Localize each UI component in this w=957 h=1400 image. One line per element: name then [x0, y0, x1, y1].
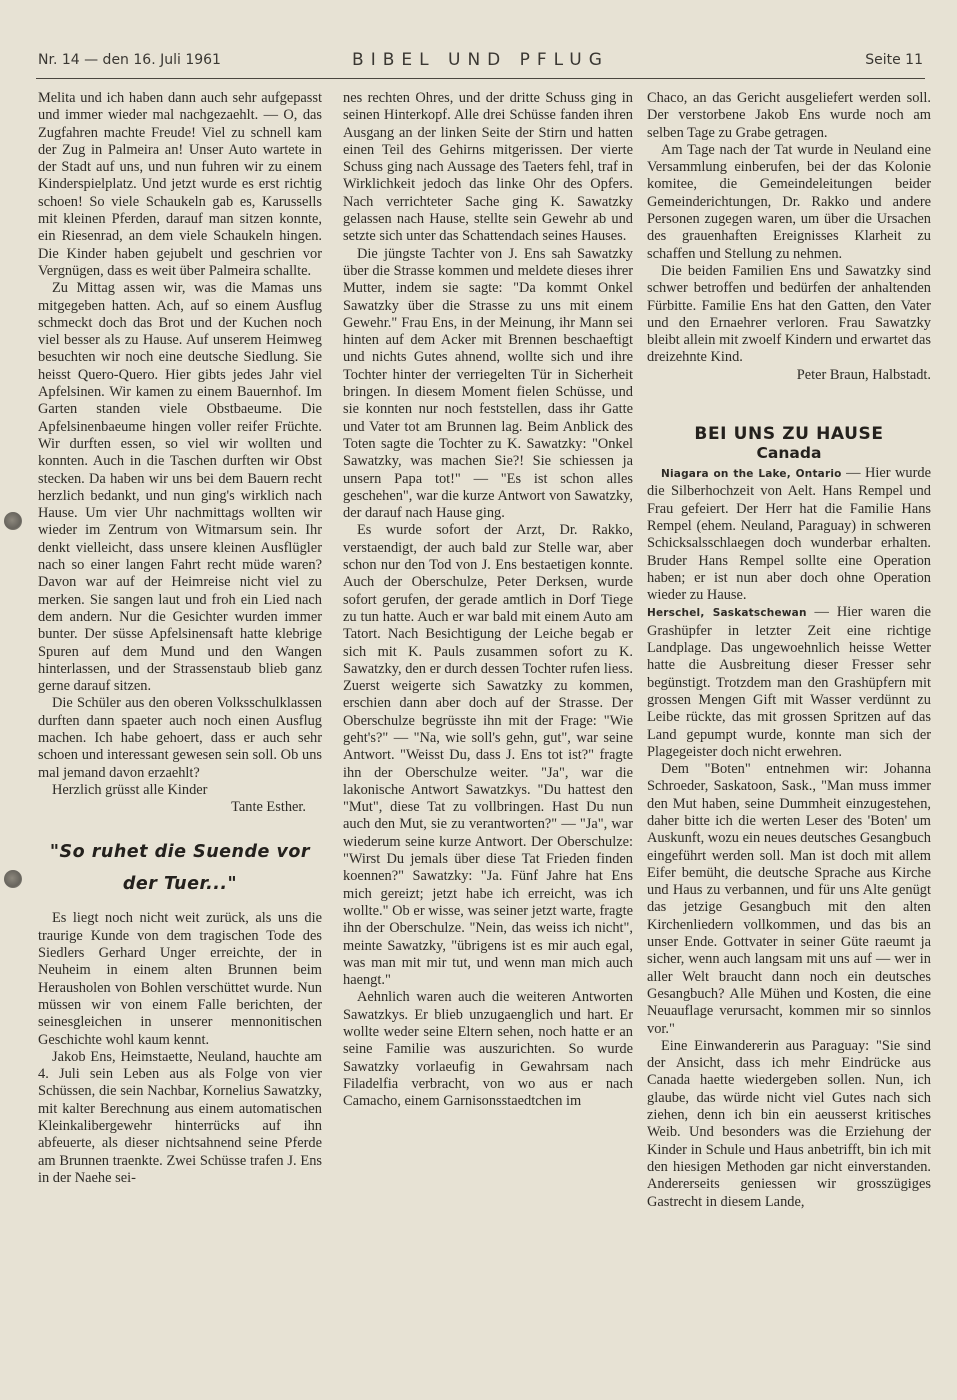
- paragraph: Die beiden Familien Ens und Sawatzky sind schwer betroffen und bedürfen der anhaltenden Fürbitte. Familie Ens hat den Gatten, den Vater und den Ernaehrer verloren. Frau Sawatzky bleibt allein mit zwoelf Kindern und erwartet das dreizehnte Kind.: [647, 262, 931, 366]
- news-item: [647, 604, 931, 761]
- paragraph: Zu Mittag assen wir, was die Mamas uns mitgegeben hatten. Ach, auf so einem Ausflug schmeckt doch das Brot und der Kuchen noch viel besser als zu Hause. Auf unserem Heimweg besuchten wir noch eine deutsche Siedlung. Sie heisst Quero-Quero. Hier gibts jedes Jahr viel Apfelsinen. Wir kamen zu einem Bauernhof. Im Garten standen viele Obstbaeume. Die Apfelsinenbaeume hingen voller reifer Früchte. Wir durften essen, so viel wir wollten und konnten. Auch in die Taschen durften wir Obst stecken. Da haben wir uns bei dem Bauern recht herzlich bedankt, und nun ging's wirklich nach Hause. Um vier Uhr nachmittags wollten wir wieder im Zentrum von Witmarsum sein. Ihr denkt vielleicht, dass unsere kleinen Ausflügler nach so einer langen Fahrt recht müde waren? Davon war auf der Heimreise nicht viel zu merken. Sie sangen laut und froh ein Lied nach dem andern. Nur die Gesichter wurden immer bunter. Der süsse Apfelsinensaft hatte klebrige Spuren auf dem Mund und den Wangen hinterlassen, und der Strassenstaub blieb ganz gerne darauf sitzen.: [38, 280, 322, 695]
- paragraph: Es liegt noch nicht weit zurück, als uns die traurige Kunde von dem tragischen Tode des Siedlers Gerhard Unger erreichte, der in Neuheim in einem alten Brunnen beim Herausholen von Bohlen verschüttet wurde. Nun müssen wir von einem Falle berichten, der seinesgleichen in unserer mennonitischen Geschichte wohl kaum kennt.: [38, 910, 322, 1048]
- page-number: Seite 11: [865, 52, 923, 68]
- signature: Tante Esther.: [231, 799, 306, 816]
- greeting: Herzlich grüsst alle Kinder: [52, 781, 208, 798]
- signature: Peter Braun, Halbstadt.: [796, 366, 931, 383]
- dateline: Herschel, Saskatschewan: [647, 607, 807, 620]
- paragraph: Melita und ich haben dann auch sehr aufgepasst und immer wieder mal nachgezaehlt. — O, das Zugfahren machte Freude! Viel zu schnell kam der Zug in Palmeira an! Unser Auto wartete in der Stadt auf uns, und nun fuhren wir zu einem Kinderspielplatz. Und jetzt wurde es erst richtig schoen! So viele Schaukeln gab es, Karussells mit kleinen Pferden, darauf man sitzen konnte, ein Riesenrad, an dem viele Schaukeln hingen. Die Kinder haben gejubelt und geschrien vor Vergnügen, dass es weit über Palmeira schallte.: [38, 90, 322, 279]
- paragraph: Jakob Ens, Heimstaette, Neuland, hauchte am 4. Juli sein Leben aus als Folge von vier Schüssen, die sein Nachbar, Kornelius Sawatzky, mit kalter Berechnung aus einem automatischen Kleinkalibergewehr hinterrücks auf ihn abfeuerte, als dieser nichtsahnend seine Pferde am Brunnen traenkte. Zwei Schüsse trafen J. Ens in der Naehe sei-: [38, 1048, 322, 1186]
- column-1: [38, 90, 322, 1370]
- column-2: [343, 90, 633, 1370]
- paragraph: Eine Einwandererin aus Paraguay: "Sie sind der Ansicht, dass ich mehr Eindrücke aus Canada haette wiedergeben sollen. Nun, ich glaube, das würde nicht viel Gutes nach sich ziehen, denn ich bin ein aeusserst kritisches Weib. Und besonders was die Erziehung der Kinder in Schule und Haus anbetrifft, bin ich mit den hiesigen Methoden gar nicht einverstanden. Andererseits geniessen wir grosszügiges Gastrecht in diesem Lande,: [647, 1037, 931, 1210]
- news-text: — Hier waren die Grashüpfer in letzter Zeit eine richtige Landplage. Das ungewoehnlich heisse Wetter hatte die Ausbreitung dieser Fresser sehr begünstigt. Trotzdem man den Grashüpfern mit grossen Mengen Gift mit Wasser verdünnt zu Leibe rückte, das mit grossen Spritzen auf das Land gepumpt wurde, konnte man sich der Plagegeister doch nicht erwehren.: [647, 604, 931, 760]
- news-item: [647, 465, 931, 604]
- section-title: BEI UNS ZU HAUSE: [694, 424, 884, 445]
- paragraph: Die Schüler aus den oberen Volksschulklassen durften dann spaeter auch noch einen Ausflug machen. Ich habe gehoert, dass er auch sehr schoen und interessant gewesen sein soll. Ob uns mal jemand davon erzaehlt?: [38, 695, 322, 781]
- issue-date: Nr. 14 — den 16. Juli 1961: [38, 52, 221, 68]
- header-rule: [36, 78, 925, 79]
- punch-hole-mark: [4, 870, 22, 888]
- page-header: [38, 50, 923, 72]
- dateline: Niagara on the Lake, Ontario: [661, 468, 842, 481]
- paragraph: Chaco, an das Gericht ausgeliefert werden soll. Der verstorbene Jakob Ens wurde noch am selben Tage zu Grabe getragen.: [647, 90, 931, 141]
- paragraph: Dem "Boten" entnehmen wir: Johanna Schroeder, Saskatoon, Sask., "Man muss immer den Mut haben, seine Dummheit einzugestehen, daher bitte ich die werten Leser des 'Boten' um Auskunft, wozu ein neues deutsches Gesangbuch eingeführt werden soll. Man ist doch mit allem Eifer bemüht, die deutsche Sprache aus Kirche und Haus zu verbannen, und für uns Alte genügt das jetzige Gesangbuch mit den alten Kirchenliedern vollkommen, und das bis an unser Ende. Gottvater in seiner Güte raeumt ja sicher, wenn auch langsam mit uns auf — wer in aller Welt braucht dann noch ein deutsches Gesangbuch? Alle Mühen und Kosten, die eine Neuauflage verursacht, kommen mir so sinnlos vor.": [647, 761, 931, 1037]
- masthead-title: BIBEL UND PFLUG: [352, 50, 609, 70]
- article-title: "So ruhet die Suende vor der Tuer...": [49, 842, 311, 895]
- paragraph: Es wurde sofort der Arzt, Dr. Rakko, verstaendigt, der auch bald zur Stelle war, aber schon nur den Tod von J. Ens bestaetigen konnte. Auch der Oberschulze, Peter Derksen, wurde sofort gerufen, der gerade amtlich in Dorf Tiege zu tun hatte. Auch er war bald mit einem Auto am Tatort. Nach Besichtigung der Leiche begab er sich mit K. Pauls zusammen sofort zu K. Sawatzky, den er durch dessen Tochter rufen liess. Zuerst weigerte sich Sawatzky zu kommen, erschien dann aber doch auf der Strasse. Der Oberschulze begrüsste ihn mit der Frage: "Wie geht's?" — "Na, wie soll's gehn, gut", war seine Antwort. "Weisst Du, dass J. Ens tot ist?" fragte ihn der Oberschulze weiter. "Ja", war die lakonische Antwort Sawatzkys. "Du hattest den "Mut", diese Tat zu vollbringen. Hast Du nun auch den Mut, sie zu verantworten?" — "Ja", war wiederum seine kurze Antwort. Der Oberschulze: "Wirst Du jemals über diese Tat Frieden finden koennen?" Sawatzky: "Ja. Fünf Jahre hat Ens mich gereizt; jetzt habe ich erreicht, was ich wollte." Ob er wisse, was seiner jetzt warte, fragte ihn der Oberschulze. "Nein, das weiss ich nicht", meinte Sawatzky, "übrigens ist es mir auch egal, was man mit mir tut, und wenn man mich auch haengt.": [343, 522, 633, 989]
- paragraph: Aehnlich waren auch die weiteren Antworten Sawatzkys. Er blieb unzugaenglich und hart. Er wollte weder seine Eltern sehen, noch hatte er an seine Familie was auszurichten. So wurde Sawatzky vorlaeufig in Gewahrsam nach Filadelfia verbracht, von wo aus er nach Camacho, einem Garnisonsstaedtchen im: [343, 989, 633, 1110]
- section-subtitle: Canada: [756, 444, 822, 463]
- paragraph: nes rechten Ohres, und der dritte Schuss ging in seinen Hinterkopf. Alle drei Schüsse fanden ihren Ausgang an der linken Seite der Stirn und hatten einen Teil des Gehirns mitgerissen. Der vierte Schuss ging nach Aussage des Taeters fehl, traf in Wirklichkeit jedoch das linke Ohr des Opfers. Nach verrichteter Sache ging K. Sawatzky gelassen nach Hause, stellte sein Gewehr ab und setzte sich unter das Schattendach seines Hauses.: [343, 90, 633, 245]
- punch-hole-mark: [4, 512, 22, 530]
- paragraph: Am Tage nach der Tat wurde in Neuland eine Versammlung einberufen, bei der das Kolonie komitee, die Gemeindeleitungen beider Gemeinderichtungen, Dr. Rakko und andere Personen zugegen waren, um über die Ursachen des grauenhaften Ereignisses Klarheit zu schaffen und Stellung zu nehmen.: [647, 141, 931, 262]
- column-3: [647, 90, 931, 1370]
- news-text: — Hier wurde die Silberhochzeit von Aelt. Hans Rempel und Frau gefeiert. Der Herr hat die Familie Hans Rempel (ehem. Neuland, Paraguay) in schweren Schicksalsschlaegen doch wunderbar erhalten. Bruder Hans Rempel sollte eine Operation haben; er ist nun aber doch ohne Operation wieder zu Hause.: [647, 465, 931, 604]
- paragraph: Die jüngste Tachter von J. Ens sah Sawatzky über die Strasse kommen und meldete dieses ihrer Mutter, indem sie sagte: "Da kommt Onkel Sawatzky über die Strasse zu uns mit einem Gewehr." Frau Ens, in der Meinung, ihr Mann sei hinten auf dem Acker mit Brennen beschaeftigt und nichts Gutes ahnend, wollte sich und ihre Tochter hinter der verriegelten Tür in Sicherheit bringen. In diesem Moment fielen Schüsse, und sie konnten nur noch feststellen, dass ihr Gatte und Vater tot am Brunnen lag. Beim Anblick des Toten sagte die Tochter zu K. Sawatzky: "Onkel Sawatzky, was machen Sie?! Sie schiessen ja unsern Papa tot!" — "Es ist schon alles geschehen", war die kurze Antwort von Sawatzky, der darauf nach Hause ging.: [343, 245, 633, 522]
